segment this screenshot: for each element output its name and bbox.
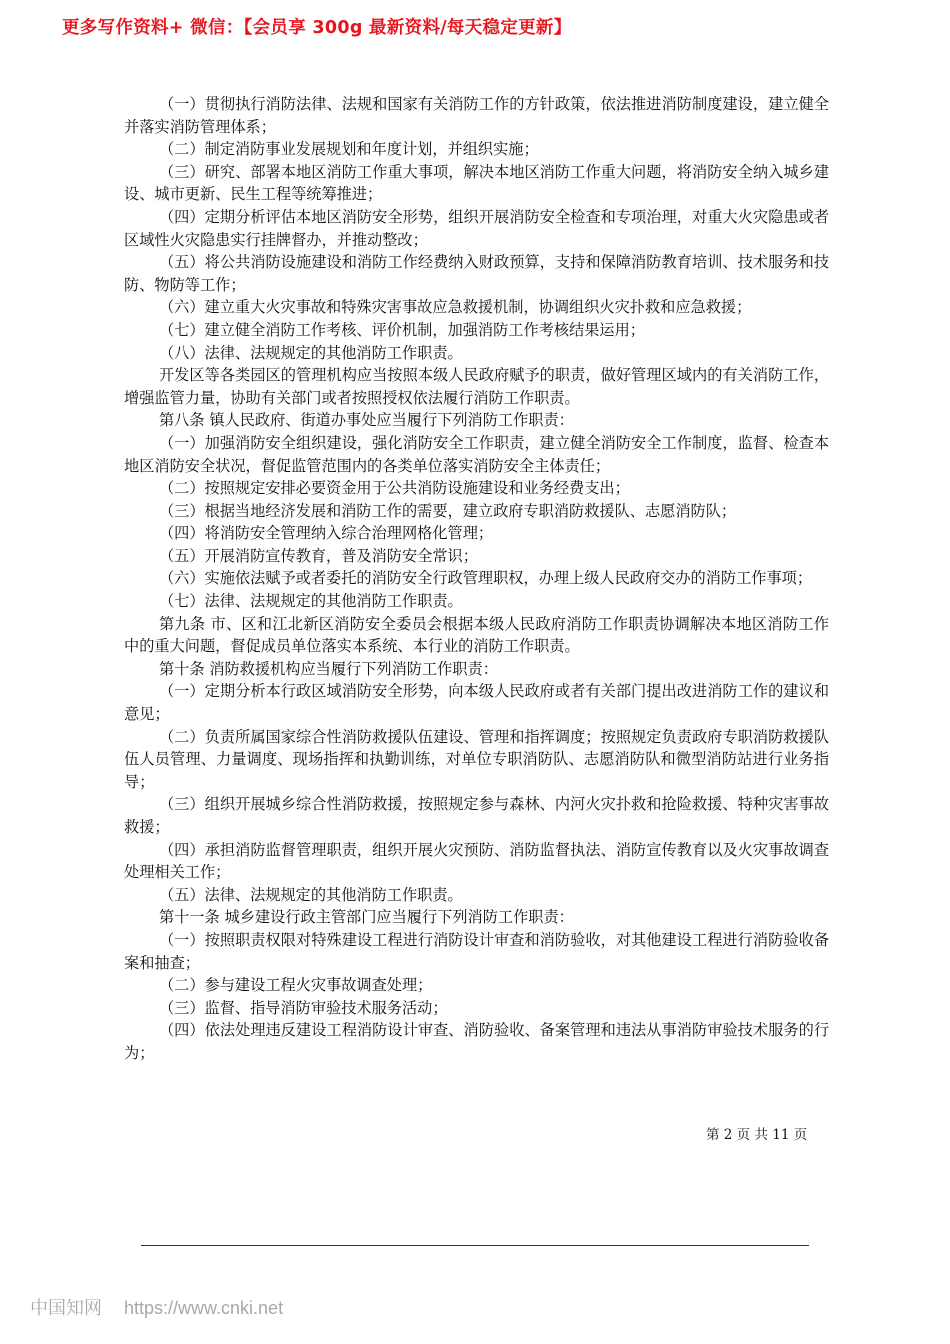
paragraph: （八）法律、法规规定的其他消防工作职责。: [158, 343, 463, 362]
watermark: [30, 1294, 283, 1320]
paragraph: （三）研究、部署本地区消防工作重大事项，解决本地区消防工作重大问题，将消防安全纳入城乡建设、城市更新、民生工程等统筹推进；: [124, 162, 829, 204]
paragraph: （五）开展消防宣传教育，普及消防安全常识；: [158, 546, 478, 565]
paragraph: （四）依法处理违反建设工程消防设计审查、消防验收、备案管理和违法从事消防审验技术服务的行为；: [124, 1021, 829, 1062]
paragraph: （六）建立重大火灾事故和特殊灾害事故应急救援机制，协调组织火灾扑救和应急救援；: [158, 298, 752, 317]
paragraph: （一）按照职责权限对特殊建设工程进行消防设计审查和消防验收，对其他建设工程进行消防验收备案和抽查；: [124, 930, 829, 972]
paragraph: （二）按照规定安排必要资金用于公共消防设施建设和业务经费支出；: [158, 479, 630, 498]
paragraph: （一）贯彻执行消防法律、法规和国家有关消防工作的方针政策，依法推进消防制度建设，建立健全并落实消防管理体系；: [124, 95, 829, 136]
footer-divider: [141, 1245, 809, 1246]
paragraph: （四）承担消防监督管理职责，组织开展火灾预防、消防监督执法、消防宣传教育以及火灾事故调查处理相关工作；: [124, 840, 829, 882]
article-heading: 第十一条 城乡建设行政主管部门应当履行下列消防工作职责：: [158, 908, 574, 927]
paragraph: 开发区等各类园区的管理机构应当按照本级人民政府赋予的职责，做好管理区域内的有关消防工作，增强监管力量，协助有关部门或者按照授权依法履行消防工作职责。: [124, 366, 829, 407]
paragraph: （三）根据当地经济发展和消防工作的需要，建立政府专职消防救援队、志愿消防队；: [158, 501, 737, 520]
paragraph: （七）法律、法规规定的其他消防工作职责。: [158, 592, 463, 611]
paragraph: （一）定期分析本行政区域消防安全形势，向本级人民政府或者有关部门提出改进消防工作的建议和意见；: [124, 682, 829, 724]
paragraph: （五）将公共消防设施建设和消防工作经费纳入财政预算，支持和保障消防教育培训、技术服务和技防、物防等工作；: [124, 253, 829, 294]
article-heading: 第九条 市、区和江北新区消防安全委员会根据本级人民政府消防工作职责协调解决本地区消防工作中的重大问题，督促成员单位落实本系统、本行业的消防工作职责。: [124, 614, 829, 656]
paragraph: （五）法律、法规规定的其他消防工作职责。: [158, 885, 463, 904]
paragraph: （六）实施依法赋予或者委托的消防安全行政管理职权，办理上级人民政府交办的消防工作事项；: [158, 569, 813, 588]
paragraph: （三）监督、指导消防审验技术服务活动；: [158, 998, 448, 1017]
paragraph: （七）建立健全消防工作考核、评价机制，加强消防工作考核结果运用；: [158, 320, 645, 339]
promo-banner: 更多写作资料+ 微信：【会员享 300g 最新资料/每天稳定更新】: [62, 18, 572, 38]
paragraph: （四）定期分析评估本地区消防安全形势，组织开展消防安全检查和专项治理，对重大火灾隐患或者区域性火灾隐患实行挂牌督办，并推动整改；: [124, 207, 829, 249]
page-number: 第 2 页 共 11 页: [706, 1127, 808, 1143]
paragraph: （二）参与建设工程火灾事故调查处理；: [158, 976, 433, 995]
paragraph: （四）将消防安全管理纳入综合治理网格化管理；: [158, 524, 494, 543]
watermark-name: 中国知网: [30, 1298, 102, 1318]
document-body: [124, 93, 829, 1065]
watermark-url: https://www.cnki.net: [124, 1298, 284, 1318]
article-heading: 第八条 镇人民政府、街道办事处应当履行下列消防工作职责：: [158, 411, 574, 430]
article-heading: 第十条 消防救援机构应当履行下列消防工作职责：: [158, 659, 498, 678]
paragraph: （三）组织开展城乡综合性消防救援，按照规定参与森林、内河火灾扑救和抢险救援、特种灾害事故救援；: [124, 795, 829, 836]
paragraph: （二）制定消防事业发展规划和年度计划，并组织实施；: [158, 140, 539, 159]
paragraph: （一）加强消防安全组织建设，强化消防安全工作职责，建立健全消防安全工作制度，监督、检查本地区消防安全状况，督促监管范围内的各类单位落实消防安全主体责任；: [124, 433, 829, 475]
paragraph: （二）负责所属国家综合性消防救援队伍建设、管理和指挥调度；按照规定负责政府专职消防救援队伍人员管理、力量调度、现场指挥和执勤训练，对单位专职消防队、志愿消防队和微型消防站进行业务指导；: [124, 727, 829, 791]
